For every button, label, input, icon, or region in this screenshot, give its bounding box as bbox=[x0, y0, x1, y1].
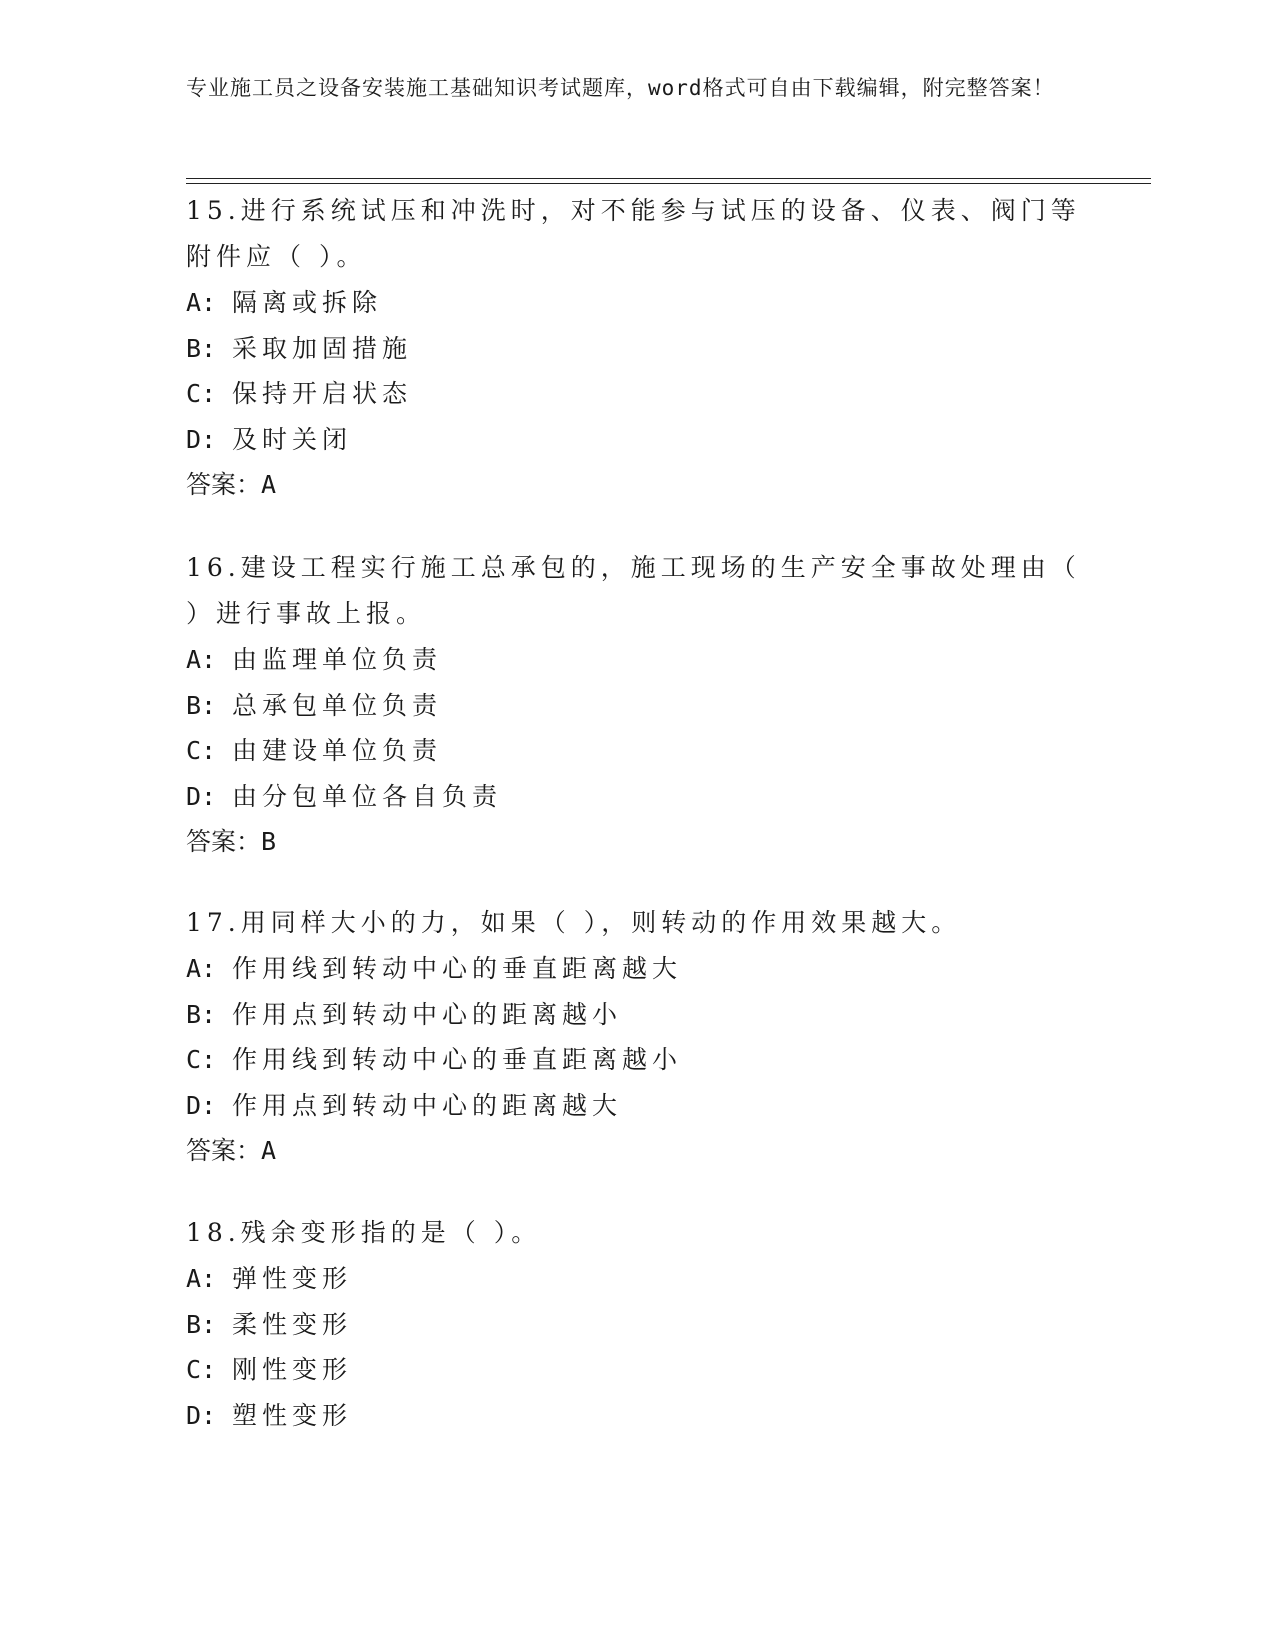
option-b bbox=[186, 683, 1086, 729]
answer-value: A bbox=[261, 470, 277, 499]
question-block bbox=[186, 900, 1086, 1174]
option-a bbox=[186, 1256, 1086, 1302]
option-key: A: bbox=[186, 1264, 217, 1293]
option-text: 作用线到转动中心的垂直距离越大 bbox=[232, 954, 683, 983]
question-block bbox=[186, 545, 1086, 865]
option-text: 刚性变形 bbox=[232, 1355, 353, 1384]
option-b bbox=[186, 992, 1086, 1038]
answer-line bbox=[186, 819, 1086, 865]
question-stem: 17.用同样大小的力，如果（ ），则转动的作用效果越大。 bbox=[186, 908, 962, 937]
option-a bbox=[186, 280, 1086, 326]
option-key: A: bbox=[186, 288, 217, 317]
option-key: B: bbox=[186, 690, 217, 720]
option-key: C: bbox=[186, 736, 217, 765]
answer-line bbox=[186, 1128, 1086, 1174]
option-text: 由分包单位各自负责 bbox=[232, 781, 503, 811]
answer-label: 答案： bbox=[186, 827, 262, 856]
question-block bbox=[186, 188, 1086, 508]
answer-value: B bbox=[261, 827, 277, 856]
option-text: 采取加固措施 bbox=[232, 333, 413, 363]
option-a bbox=[186, 637, 1086, 683]
option-key: A: bbox=[186, 645, 217, 674]
option-text: 弹性变形 bbox=[232, 1264, 353, 1293]
question-block bbox=[186, 1210, 1086, 1438]
question-stem: 16.建设工程实行施工总承包的，施工现场的生产安全事故处理由（ ）进行事故上报。 bbox=[186, 553, 1081, 628]
answer-value: A bbox=[261, 1136, 277, 1165]
option-key: C: bbox=[186, 1045, 217, 1074]
question-stem: 15.进行系统试压和冲洗时，对不能参与试压的设备、仪表、阀门等附件应（ ）。 bbox=[186, 196, 1081, 271]
option-text: 及时关闭 bbox=[232, 424, 353, 454]
option-text: 保持开启状态 bbox=[232, 379, 413, 408]
option-d bbox=[186, 1393, 1086, 1439]
option-key: D: bbox=[186, 781, 217, 811]
option-c bbox=[186, 1037, 1086, 1083]
option-key: B: bbox=[186, 333, 217, 363]
option-c bbox=[186, 728, 1086, 774]
option-key: D: bbox=[186, 1400, 217, 1430]
document-header: 专业施工员之设备安装施工基础知识考试题库，word格式可自由下载编辑，附完整答案！ bbox=[186, 76, 1055, 100]
header-divider-bottom bbox=[186, 183, 1151, 184]
option-b bbox=[186, 326, 1086, 372]
option-text: 作用线到转动中心的垂直距离越小 bbox=[232, 1045, 683, 1074]
option-c bbox=[186, 1347, 1086, 1393]
option-d bbox=[186, 1083, 1086, 1129]
answer-label: 答案： bbox=[186, 1136, 262, 1165]
option-key: B: bbox=[186, 999, 217, 1029]
option-text: 总承包单位负责 bbox=[232, 690, 443, 720]
option-key: A: bbox=[186, 954, 217, 983]
option-text: 柔性变形 bbox=[232, 1309, 353, 1339]
option-key: D: bbox=[186, 1090, 217, 1120]
answer-line bbox=[186, 462, 1086, 508]
option-b bbox=[186, 1302, 1086, 1348]
option-d bbox=[186, 417, 1086, 463]
option-key: C: bbox=[186, 379, 217, 408]
option-key: C: bbox=[186, 1355, 217, 1384]
option-c bbox=[186, 371, 1086, 417]
option-d bbox=[186, 774, 1086, 820]
option-text: 隔离或拆除 bbox=[232, 288, 383, 317]
option-text: 作用点到转动中心的距离越大 bbox=[232, 1090, 623, 1120]
answer-label: 答案： bbox=[186, 470, 262, 499]
option-a bbox=[186, 946, 1086, 992]
option-text: 塑性变形 bbox=[232, 1400, 353, 1430]
option-text: 由建设单位负责 bbox=[232, 736, 443, 765]
header-divider-top bbox=[186, 178, 1151, 179]
question-stem: 18.残余变形指的是（ ）。 bbox=[186, 1218, 542, 1247]
option-key: D: bbox=[186, 424, 217, 454]
option-text: 由监理单位负责 bbox=[232, 645, 443, 674]
option-text: 作用点到转动中心的距离越小 bbox=[232, 999, 623, 1029]
option-key: B: bbox=[186, 1309, 217, 1339]
